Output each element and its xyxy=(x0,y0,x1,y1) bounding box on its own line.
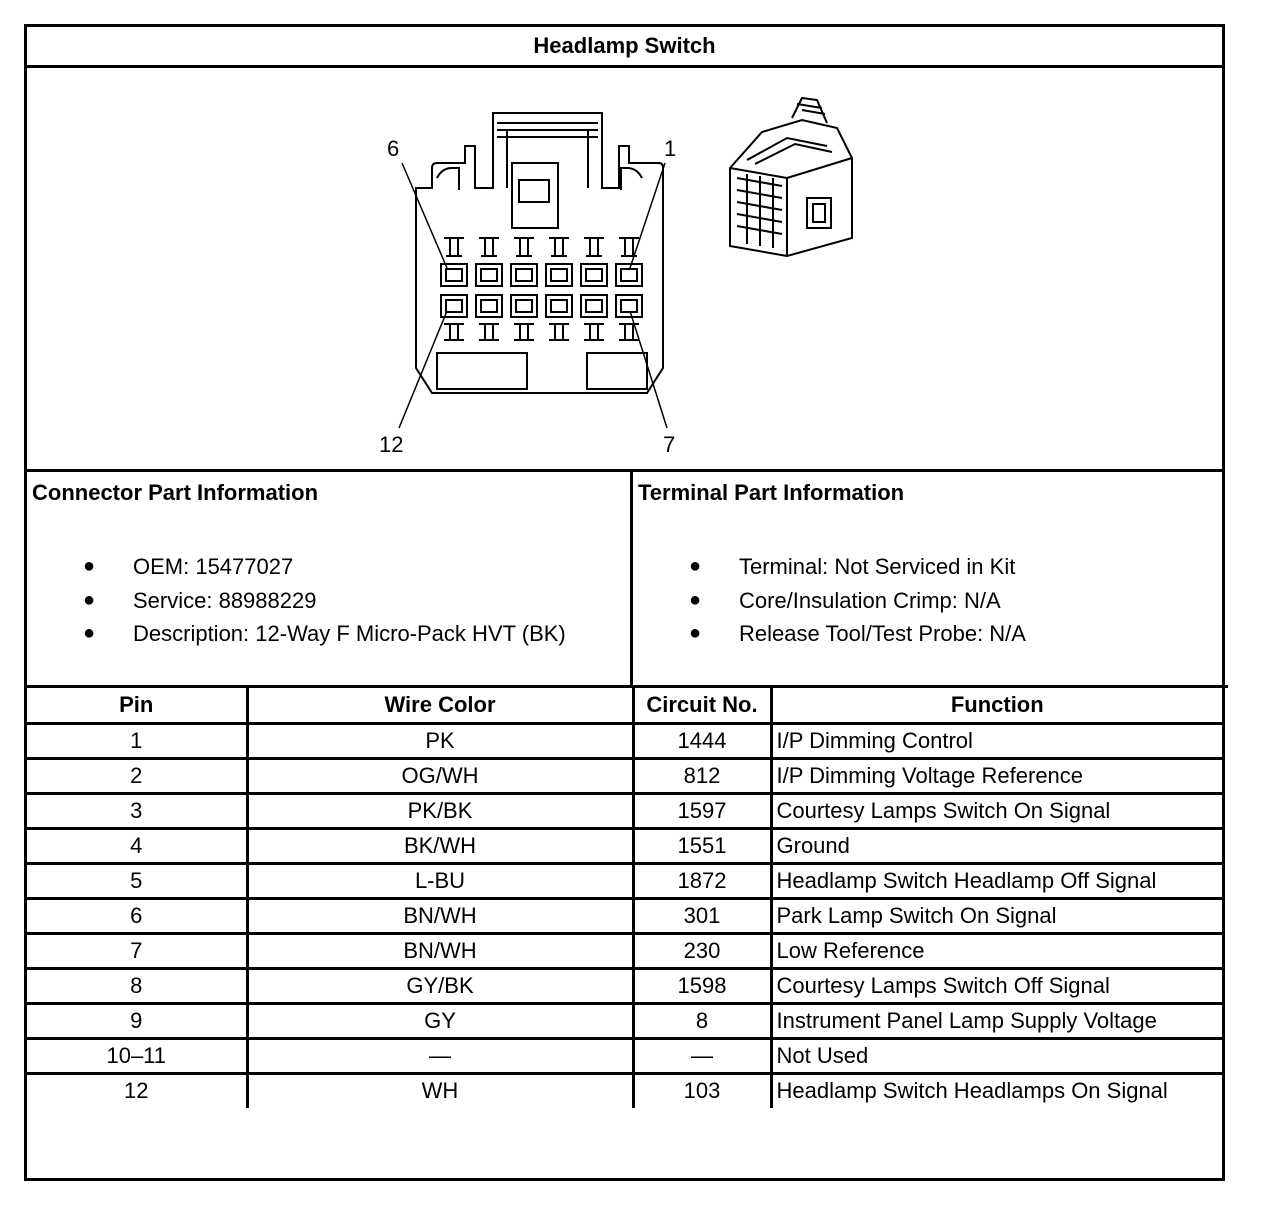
cell-circuit: 8 xyxy=(633,1003,771,1038)
table-row xyxy=(27,1003,1222,1038)
bullet-icon: ● xyxy=(689,622,702,644)
table-row xyxy=(27,863,1222,898)
cavity-8 xyxy=(581,295,607,317)
cell-pin: 1 xyxy=(27,723,247,758)
bullet-icon: ● xyxy=(83,622,96,644)
cell-function: I/P Dimming Control xyxy=(771,723,1222,758)
cell-pin: 7 xyxy=(27,933,247,968)
cell-pin: 12 xyxy=(27,1073,247,1108)
cell-circuit: 1597 xyxy=(633,793,771,828)
table-row xyxy=(27,758,1222,793)
bullet-icon: ● xyxy=(83,555,96,577)
terminal-info-title: Terminal Part Information xyxy=(638,480,905,505)
table-row xyxy=(27,1038,1222,1073)
cell-wire-color: PK xyxy=(247,723,633,758)
cell-circuit: 1551 xyxy=(633,828,771,863)
cell-circuit: 1444 xyxy=(633,723,771,758)
cell-pin: 4 xyxy=(27,828,247,863)
page-title: Headlamp Switch xyxy=(27,27,1222,68)
cavity-10 xyxy=(511,295,537,317)
cell-function: Instrument Panel Lamp Supply Voltage xyxy=(771,1003,1222,1038)
cell-wire-color: GY xyxy=(247,1003,633,1038)
col-header-pin: Pin xyxy=(27,688,247,723)
cell-function: Headlamp Switch Headlamps On Signal xyxy=(771,1073,1222,1108)
cell-circuit: 1598 xyxy=(633,968,771,1003)
cell-wire-color: BN/WH xyxy=(247,898,633,933)
col-header-function: Function xyxy=(771,688,1222,723)
cell-function: I/P Dimming Voltage Reference xyxy=(771,758,1222,793)
cell-wire-color: OG/WH xyxy=(247,758,633,793)
cell-function: Headlamp Switch Headlamp Off Signal xyxy=(771,863,1222,898)
connector-diagram xyxy=(27,68,1222,469)
cell-circuit: 103 xyxy=(633,1073,771,1108)
cavity-2 xyxy=(581,264,607,286)
cell-circuit: 812 xyxy=(633,758,771,793)
col-header-circuit: Circuit No. xyxy=(633,688,771,723)
pin-label-1: 1 xyxy=(664,136,677,161)
cavity-3 xyxy=(546,264,572,286)
cell-wire-color: — xyxy=(247,1038,633,1073)
pin-label-6: 6 xyxy=(387,136,400,161)
table-row xyxy=(27,933,1222,968)
cell-wire-color: PK/BK xyxy=(247,793,633,828)
cavity-6 xyxy=(441,264,467,286)
cell-pin: 5 xyxy=(27,863,247,898)
cell-pin: 3 xyxy=(27,793,247,828)
connector-3d-view xyxy=(730,98,852,256)
cell-function: Not Used xyxy=(771,1038,1222,1073)
cavity-7 xyxy=(616,295,642,317)
cavity-4 xyxy=(511,264,537,286)
bullet-icon: ● xyxy=(689,588,702,611)
table-row xyxy=(27,968,1222,1003)
cell-circuit: — xyxy=(633,1038,771,1073)
cell-pin: 9 xyxy=(27,1003,247,1038)
cell-function: Park Lamp Switch On Signal xyxy=(771,898,1222,933)
cavity-11 xyxy=(476,295,502,317)
bullet-icon: ● xyxy=(83,588,96,611)
pin-label-7: 7 xyxy=(663,432,676,457)
cell-function: Low Reference xyxy=(771,933,1222,968)
table-row xyxy=(27,723,1222,758)
connector-sheet xyxy=(24,24,1225,1181)
table-row xyxy=(27,1073,1222,1108)
cell-wire-color: GY/BK xyxy=(247,968,633,1003)
terminal-part-info: Terminal Part Information ● Terminal: Not Serviced in Kit ● Core/Insulation Crimp: N/A ● Release Tool/Test Probe: N/A xyxy=(633,472,1228,688)
table-header-row xyxy=(27,688,1222,723)
connector-figure xyxy=(27,68,1222,472)
top-cavity-row xyxy=(441,264,642,286)
connector-info-title: Connector Part Information xyxy=(32,480,319,505)
cell-wire-color: L-BU xyxy=(247,863,633,898)
cell-function: Courtesy Lamps Switch On Signal xyxy=(771,793,1222,828)
cell-function: Courtesy Lamps Switch Off Signal xyxy=(771,968,1222,1003)
cell-circuit: 230 xyxy=(633,933,771,968)
cell-wire-color: BK/WH xyxy=(247,828,633,863)
table-row xyxy=(27,898,1222,933)
cavity-9 xyxy=(546,295,572,317)
cell-pin: 8 xyxy=(27,968,247,1003)
pin-label-12: 12 xyxy=(379,432,404,457)
cell-function: Ground xyxy=(771,828,1222,863)
bottom-cavity-row xyxy=(441,295,642,317)
cell-circuit: 1872 xyxy=(633,863,771,898)
cell-wire-color: WH xyxy=(247,1073,633,1108)
cell-pin: 6 xyxy=(27,898,247,933)
table-row xyxy=(27,793,1222,828)
bullet-icon: ● xyxy=(689,555,702,577)
pinout-table xyxy=(27,688,1222,1108)
cell-circuit: 301 xyxy=(633,898,771,933)
connector-part-info: Connector Part Information ● OEM: 15477027 ● Service: 88988229 ● Description: 12-Way F Micro-Pack HVT (BK) xyxy=(27,472,633,688)
col-header-wire-color: Wire Color xyxy=(247,688,633,723)
cavity-5 xyxy=(476,264,502,286)
cavity-1 xyxy=(616,264,642,286)
table-row xyxy=(27,828,1222,863)
cell-pin: 2 xyxy=(27,758,247,793)
cavity-12 xyxy=(441,295,467,317)
cell-wire-color: BN/WH xyxy=(247,933,633,968)
cell-pin: 10–11 xyxy=(27,1038,247,1073)
